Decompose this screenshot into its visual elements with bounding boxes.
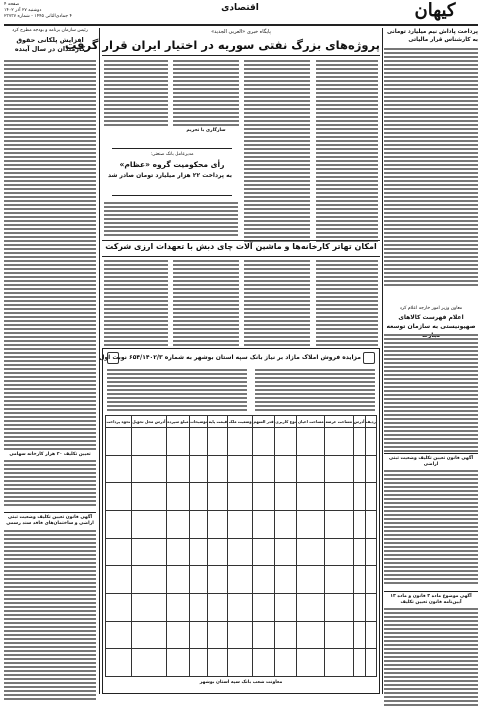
col-header: مبلغ سپرده [166,416,189,428]
col-header: توضیحات [189,416,208,428]
date-line: دوشنبه ۲۷ آذر ۱۴۰۲ [4,8,42,13]
logo: کیهان [414,0,456,21]
left-top-headline: افزایش پلکانی حقوق کارمندان در سال آینده [14,36,86,53]
right-ad-2-heading: آگهی موضوع ماده ۳ قانون و ماده ۱۳ آیین‌نامه قانون تعیین تکلیف [390,594,472,605]
right-story-1-headline: پرداخت پاداش نیم میلیارد تومانی به کارشناس قرار مالیاتی [386,29,478,43]
table-row [106,621,377,649]
col-header: آدرس [353,416,365,428]
col-header: آدرس محل تحویل [131,416,166,428]
masthead-rule [4,24,478,26]
left-column [4,28,96,694]
table-row [106,593,377,621]
masthead [0,0,482,22]
bank-emblem-icon-right [363,352,375,364]
right-column [384,28,478,694]
right-story-2-kicker: معاون وزیر امور خارجه اعلام کرد [399,306,463,311]
table-row [106,455,377,483]
table-row [106,428,377,456]
col-header: ردیف [365,416,376,428]
right-ad-1-heading: آگهی قانون تعیین تکلیف وضعیت ثبتی اراضی [389,456,473,467]
issue-line: ۴ جمادی‌الثانی ۱۴۴۵ - شماره ۲۳۷۳۷ [4,14,72,19]
table-row [106,566,377,594]
section-title: اقتصادی [221,3,259,13]
auction-ad [99,348,380,694]
lead-headline: پروژه‌های بزرگ نفتی سوریه در اختیار ایران قرار گرفت [64,38,380,52]
lead-subheading: سازگاری با تحریم [186,128,226,133]
auction-footer: معاونت شعب بانک سپه استان بوشهر [199,680,283,685]
auction-title: مزایده فروش املاک مازاد بر نیاز بانک سپه استان بوشهر به شماره ۶۵۴/۱۴۰۲/۳ نوبت اول [99,354,361,361]
table-row [106,649,377,677]
callout-line-2: رأی محکومیت گروه «عظام» [119,160,225,169]
left-top-kicker: رئیس سازمان برنامه و بودجه مطرح کرد [12,28,88,33]
page-label: صفحه ۴ [4,2,20,7]
col-header: مساحت اعیان [297,416,325,428]
callout-line-1: مدیرعامل بانک صنعتی: [150,152,194,157]
table-row [106,538,377,566]
left-mid-item: تعیین تکلیف ۲۰ هزار کارخانه سهامی [9,452,91,457]
col-header: وضعیت ملک [228,416,253,428]
col-header: مساحت عرصه [325,416,353,428]
table-row [106,510,377,538]
col-header: قدر السهم [253,416,275,428]
table-row [106,483,377,511]
col-header: قیمت پایه [208,416,228,428]
col-header: نحوه پرداخت [106,416,132,428]
left-ad-heading: آگهی قانون تعیین تکلیف وضعیت ثبتی اراضی و ساختمان‌های فاقد سند رسمی [6,515,94,526]
auction-table [105,415,377,677]
callout-box [108,148,232,196]
lead-kicker: پایگاه خبری «العربی الجدید» [211,29,271,35]
right-story-2-headline: اعلام فهرست کالاهای صهیونیستی به سازمان توسعه [386,314,476,330]
col-header: نوع کاربری [274,416,296,428]
second-headline: امکان تهاتر کارخانه‌ها و ماشین آلات چای دبش با تعهدات ارزی شرکت [105,242,377,251]
callout-line-3: به پرداخت ۲۲ هزار میلیارد تومان صادر شد [108,172,232,179]
